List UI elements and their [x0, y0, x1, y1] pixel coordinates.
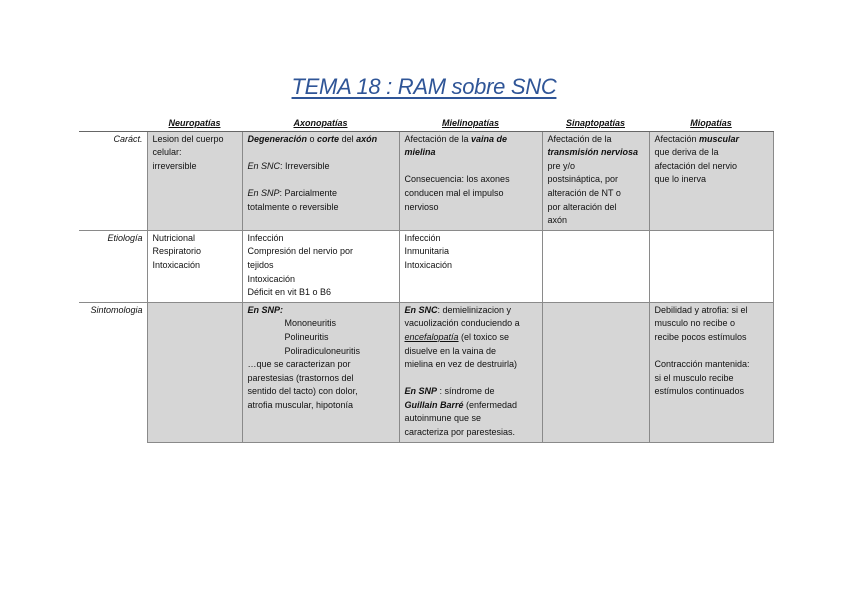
cell-caract-miopatias: Afectación muscular que deriva de la afectación del nervio que lo inerva [649, 131, 773, 230]
header-mielinopatias: Mielinopatías [399, 117, 542, 131]
table-header-row [79, 117, 773, 131]
cell-sintomologia-sinaptopatias [542, 302, 649, 442]
header-miopatias: Miopatías [649, 117, 773, 131]
cell-caract-sinaptopatias: Afectación de la transmisión nerviosa pre y/o postsináptica, por alteración de NT o por alteración del axón [542, 131, 649, 230]
cell-etiologia-sinaptopatias [542, 230, 649, 302]
document-title: TEMA 18 : RAM sobre SNC [291, 74, 557, 99]
row-label-etiologia: Etiología [79, 230, 147, 302]
header-corner [79, 117, 147, 131]
table-row-sintomologia [79, 302, 773, 442]
table-row-caract [79, 131, 773, 230]
ram-table [79, 117, 774, 443]
header-neuropatias: Neuropatías [147, 117, 242, 131]
table-row-etiologia [79, 230, 773, 302]
header-sinaptopatias: Sinaptopatías [542, 117, 649, 131]
cell-caract-mielinopatias: Afectación de la vaina de mielina Consecuencia: los axones conducen mal el impulso nervioso [399, 131, 542, 230]
cell-etiologia-axonopatias: Infección Compresión del nervio por tejidos Intoxicación Déficit en vit B1 o B6 [242, 230, 399, 302]
cell-sintomologia-axonopatias: En SNP: Mononeuritis Polineuritis Poliradiculoneuritis …que se caracterizan por parestesias (trastornos del sentido del tacto) con dolor, atrofia muscular, hipotonía [242, 302, 399, 442]
cell-etiologia-miopatias [649, 230, 773, 302]
cell-etiologia-mielinopatias: Infección Inmunitaria Intoxicación [399, 230, 542, 302]
cell-caract-axonopatias: Degeneración o corte del axón En SNC: Irreversible En SNP: Parcialmente totalmente o reversible [242, 131, 399, 230]
row-label-caract: Caráct. [113, 133, 143, 144]
cell-sintomologia-mielinopatias: En SNC: demielinizacion y vacuolización conduciendo a encefalopatía (el toxico se disuelve en la vaina de mielina en vez de destruirla) En SNP : síndrome de Guillain Barré (enfermedad autoinmune que se caracteriza por parestesias. [399, 302, 542, 442]
cell-sintomologia-neuropatias [147, 302, 242, 442]
row-label-sintomologia: Sintomologia [79, 302, 147, 442]
cell-caract-neuropatias: Lesion del cuerpo celular: irreversible [147, 131, 242, 230]
header-axonopatias: Axonopatías [242, 117, 399, 131]
cell-sintomologia-miopatias: Debilidad y atrofia: si el musculo no recibe o recibe pocos estímulos Contracción mantenida: si el musculo recibe estímulos continuados [649, 302, 773, 442]
cell-etiologia-neuropatias: Nutricional Respiratorio Intoxicación [147, 230, 242, 302]
